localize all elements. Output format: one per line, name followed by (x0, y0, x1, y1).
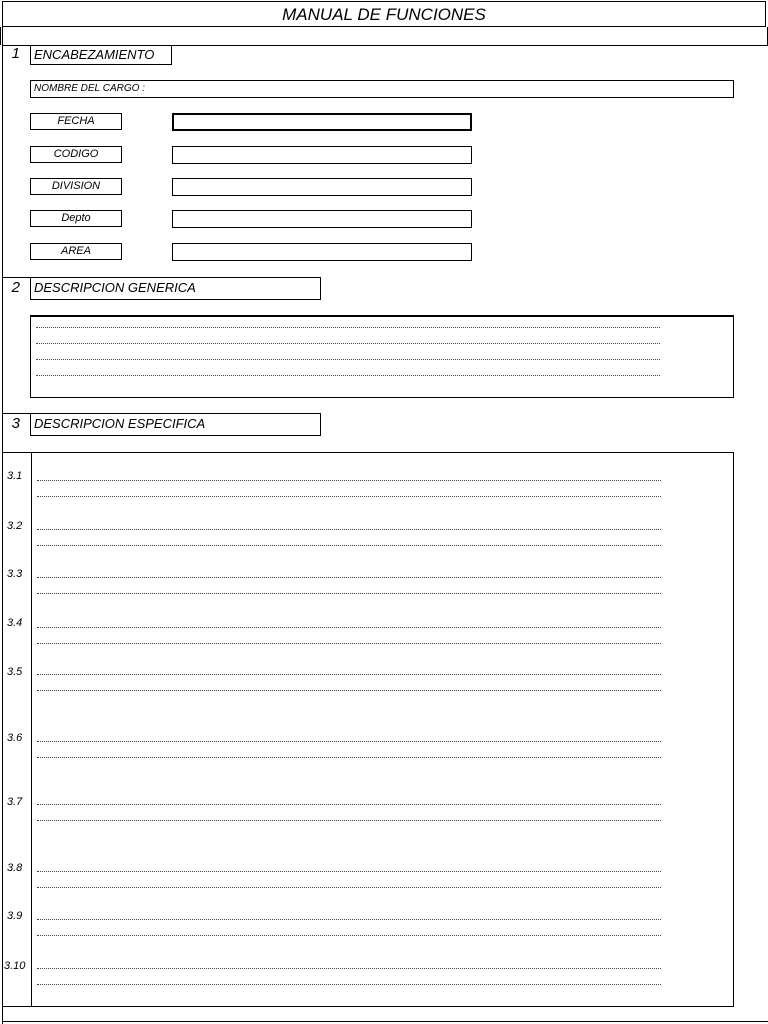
item-label: 3.3 (7, 568, 23, 580)
generic-description-box[interactable] (30, 315, 734, 398)
item-label: 3.4 (7, 617, 23, 629)
specific-description-box[interactable] (2, 452, 734, 1007)
section-3-label: DESCRIPCION ESPECIFICA (30, 413, 321, 436)
dotted-line (37, 804, 661, 805)
item-label: 3.6 (7, 732, 23, 744)
item-label: 3.9 (7, 910, 23, 922)
section-1-number: 1 (11, 45, 20, 62)
dotted-line (37, 741, 661, 742)
area-label: AREA (30, 243, 122, 260)
dotted-line (37, 887, 661, 888)
dotted-line (37, 674, 661, 675)
dotted-line (37, 545, 661, 546)
depto-label: Depto (30, 210, 122, 227)
section-2-number: 2 (11, 279, 20, 296)
dotted-line (37, 820, 661, 821)
division-input[interactable] (172, 178, 472, 196)
area-input[interactable] (172, 243, 472, 261)
dotted-line (36, 375, 660, 376)
item-label: 3.7 (7, 796, 23, 808)
dotted-line (37, 627, 661, 628)
dotted-line (37, 984, 661, 985)
dotted-line (37, 919, 661, 920)
divider (2, 277, 30, 278)
dotted-line (37, 968, 661, 969)
nombre-cargo-field[interactable]: NOMBRE DEL CARGO : (30, 80, 734, 98)
dotted-line (37, 871, 661, 872)
item-label: 3.5 (7, 666, 23, 678)
division-label: DIVISION (30, 178, 122, 195)
dotted-line (37, 529, 661, 530)
item-label: 3.2 (7, 520, 23, 532)
section-2-label: DESCRIPCION GENERICA (30, 277, 321, 300)
dotted-line (37, 935, 661, 936)
dotted-line (36, 359, 660, 360)
dotted-line (37, 577, 661, 578)
dotted-line (37, 496, 661, 497)
dotted-line (37, 643, 661, 644)
dotted-line (36, 343, 660, 344)
dotted-line (37, 480, 661, 481)
item-label: 3.8 (7, 862, 23, 874)
page-title: MANUAL DE FUNCIONES (2, 1, 766, 27)
item-label: 3.1 (7, 470, 23, 482)
dotted-line (37, 593, 661, 594)
codigo-input[interactable] (172, 146, 472, 164)
divider (2, 1021, 768, 1022)
title-spacer (0, 27, 768, 45)
codigo-label: CODIGO (30, 146, 122, 163)
fecha-input[interactable] (172, 113, 472, 131)
dotted-line (36, 327, 660, 328)
item-label: 3.10 (4, 960, 26, 972)
section-3-number: 3 (11, 415, 20, 432)
section-1-label: ENCABEZAMIENTO (30, 45, 172, 65)
dotted-line (37, 757, 661, 758)
divider (2, 413, 30, 414)
column-divider (31, 453, 32, 1006)
fecha-label: FECHA (30, 113, 122, 130)
depto-input[interactable] (172, 210, 472, 228)
dotted-line (37, 690, 661, 691)
